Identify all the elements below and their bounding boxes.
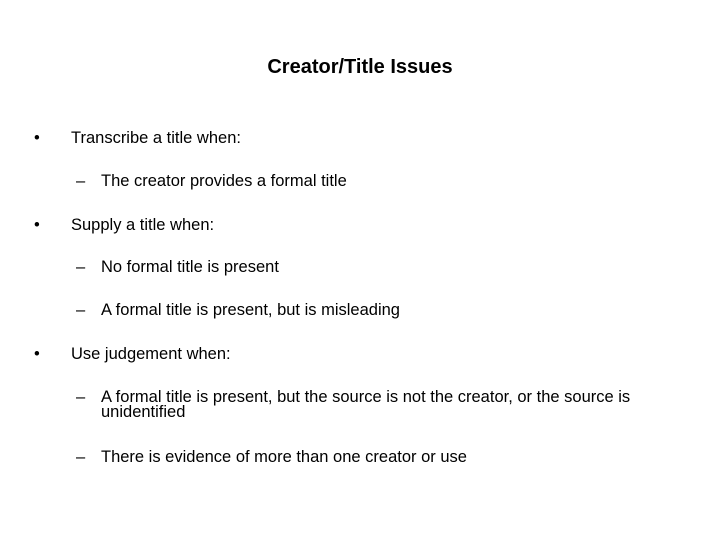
bullet-text: Use judgement when:: [71, 345, 231, 363]
sub-item-text: The creator provides a formal title: [101, 172, 347, 190]
sub-marker: –: [76, 388, 86, 406]
sub-marker: –: [76, 258, 86, 276]
sub-marker: –: [76, 448, 86, 466]
bullet-marker: •: [34, 129, 40, 147]
sub-marker: –: [76, 301, 86, 319]
sub-item-text: A formal title is present, but is misleading: [101, 301, 400, 319]
sub-item-text: No formal title is present: [101, 258, 279, 276]
bullet-text: Supply a title when:: [71, 216, 215, 234]
bullet-marker: •: [34, 345, 40, 363]
bullet-text: Transcribe a title when:: [71, 129, 241, 147]
bullet-marker: •: [34, 216, 40, 234]
sub-marker: –: [76, 172, 86, 190]
slide-title: Creator/Title Issues: [267, 56, 453, 78]
sub-item-text: There is evidence of more than one creator or use: [101, 448, 467, 466]
sub-item-text: A formal title is present, but the source is not the creator, or the source is unidentified: [101, 388, 631, 421]
